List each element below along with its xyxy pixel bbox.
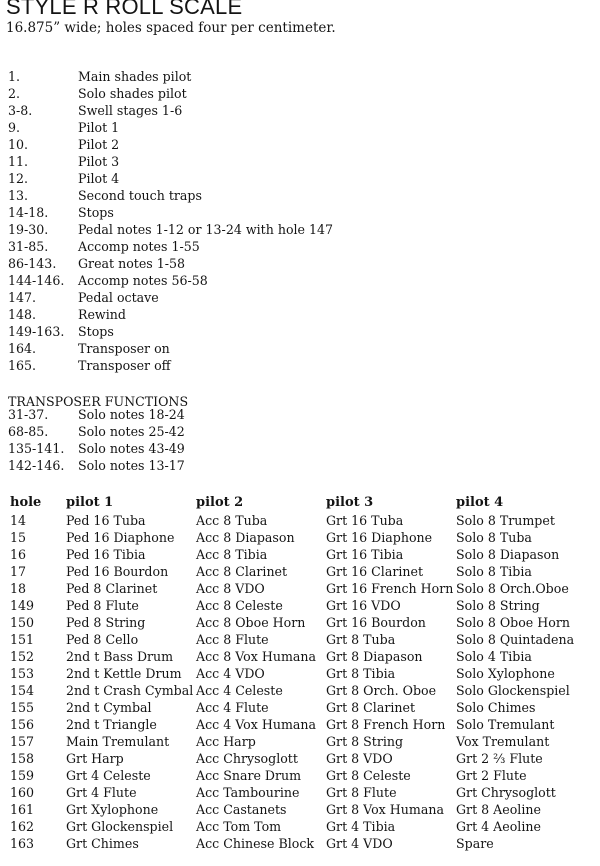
hole-cell: 152 — [10, 649, 35, 664]
stop-cell: Ped 16 Bourdon — [66, 564, 169, 579]
stop-cell: Acc 8 Tibia — [196, 547, 268, 562]
stop-cell: Grt Chrysoglott — [456, 785, 556, 800]
stop-cell: Grt 4 Celeste — [66, 768, 151, 783]
stop-cell: Main Tremulant — [66, 734, 170, 749]
hole-number: 135-141. — [8, 441, 65, 456]
hole-number: 149-163. — [8, 324, 65, 339]
hole-function: Stops — [78, 324, 114, 339]
stop-cell: Solo 8 Diapason — [456, 547, 560, 562]
hole-cell: 16 — [10, 547, 27, 562]
hole-function: Great notes 1-58 — [78, 256, 186, 271]
stop-cell: Acc 4 Vox Humana — [196, 717, 317, 732]
hole-function: Second touch traps — [78, 188, 202, 203]
stop-cell: Acc 4 Celeste — [196, 683, 283, 698]
hole-number: 1. — [8, 69, 21, 84]
stop-cell: Ped 16 Tibia — [66, 547, 146, 562]
stop-cell: Grt Glockenspiel — [66, 819, 174, 834]
stop-cell: 2nd t Kettle Drum — [66, 666, 182, 681]
hole-function: Solo notes 25-42 — [78, 424, 185, 439]
stop-cell: Spare — [456, 836, 494, 851]
hole-function: Pilot 2 — [78, 137, 120, 152]
stop-cell: Ped 16 Diaphone — [66, 530, 175, 545]
hole-function: Swell stages 1-6 — [78, 103, 183, 118]
stop-cell: Acc 8 Vox Humana — [196, 649, 317, 664]
hole-cell: 158 — [10, 751, 35, 766]
stop-cell: Acc 4 VDO — [196, 666, 265, 681]
hole-function: Solo notes 43-49 — [78, 441, 185, 456]
hole-cell: 157 — [10, 734, 35, 749]
hole-function: Main shades pilot — [78, 69, 192, 84]
column-header: pilot 4 — [456, 495, 504, 510]
stop-cell: Grt 16 Tibia — [326, 547, 404, 562]
stop-cell: 2nd t Bass Drum — [66, 649, 174, 664]
hole-number: 12. — [8, 171, 29, 186]
stop-cell: Acc 4 Flute — [196, 700, 269, 715]
stop-cell: Grt 8 String — [326, 734, 404, 749]
hole-number: 148. — [8, 307, 37, 322]
transposer-heading: TRANSPOSER FUNCTIONS — [8, 394, 189, 409]
hole-number: 10. — [8, 137, 29, 152]
hole-cell: 14 — [10, 513, 27, 528]
stop-cell: Grt 8 Vox Humana — [326, 802, 444, 817]
stop-cell: Solo 8 Tuba — [456, 530, 532, 545]
stop-cell: Grt 8 French Horn — [326, 717, 446, 732]
stop-cell: Acc Chinese Block — [196, 836, 315, 851]
stop-cell: Solo 8 Trumpet — [456, 513, 555, 528]
hole-number: 14-18. — [8, 205, 49, 220]
stop-cell: Acc 8 Tuba — [196, 513, 268, 528]
stop-cell: Ped 8 Cello — [66, 632, 139, 647]
stop-cell: Grt Chimes — [66, 836, 139, 851]
hole-cell: 160 — [10, 785, 35, 800]
stop-cell: Ped 16 Tuba — [66, 513, 146, 528]
stop-cell: Acc 8 Clarinet — [196, 564, 288, 579]
hole-cell: 162 — [10, 819, 35, 834]
hole-cell: 156 — [10, 717, 35, 732]
hole-number: 13. — [8, 188, 29, 203]
stop-cell: Solo 8 Orch.Oboe — [456, 581, 569, 596]
hole-function: Transposer off — [78, 358, 171, 373]
stop-cell: Grt 4 Aeoline — [456, 819, 541, 834]
stop-cell: Acc Castanets — [196, 802, 287, 817]
page-title: STYLE R ROLL SCALE — [6, 0, 243, 19]
stop-cell: Grt 8 Diapason — [326, 649, 423, 664]
stop-cell: Acc Chrysoglott — [196, 751, 298, 766]
hole-number: 144-146. — [8, 273, 65, 288]
stop-cell: Grt 16 VDO — [326, 598, 401, 613]
hole-number: 86-143. — [8, 256, 57, 271]
column-header: pilot 2 — [196, 495, 244, 510]
hole-cell: 155 — [10, 700, 35, 715]
hole-cell: 17 — [10, 564, 27, 579]
stop-cell: 2nd t Crash Cymbal — [66, 683, 194, 698]
stop-cell: Grt 8 Clarinet — [326, 700, 416, 715]
stop-cell: Solo Tremulant — [456, 717, 555, 732]
hole-cell: 149 — [10, 598, 35, 613]
stop-cell: Grt 4 VDO — [326, 836, 393, 851]
hole-cell: 153 — [10, 666, 35, 681]
stop-cell: Grt 16 French Horn — [326, 581, 454, 596]
stop-cell: Grt Harp — [66, 751, 124, 766]
hole-function: Pedal notes 1-12 or 13-24 with hole 147 — [78, 222, 334, 237]
hole-cell: 161 — [10, 802, 35, 817]
hole-number: 11. — [8, 154, 29, 169]
stop-cell: Grt 8 Flute — [326, 785, 397, 800]
hole-cell: 154 — [10, 683, 35, 698]
stop-cell: Acc Tambourine — [196, 785, 300, 800]
stop-cell: Grt 16 Tuba — [326, 513, 404, 528]
stop-cell: Solo 8 Oboe Horn — [456, 615, 570, 630]
stop-cell: Acc Snare Drum — [196, 768, 302, 783]
hole-number: 164. — [8, 341, 37, 356]
page-subtitle: 16.875” wide; holes spaced four per centimeter. — [6, 20, 336, 36]
stop-cell: Acc 8 Flute — [196, 632, 269, 647]
stop-cell: Grt 8 Tibia — [326, 666, 396, 681]
stop-cell: Acc 8 VDO — [196, 581, 265, 596]
stop-cell: Grt 16 Bourdon — [326, 615, 426, 630]
stop-cell: Grt 4 Flute — [66, 785, 137, 800]
hole-function: Rewind — [78, 307, 126, 322]
hole-number: 142-146. — [8, 458, 65, 473]
hole-cell: 159 — [10, 768, 35, 783]
hole-number: 3-8. — [8, 103, 33, 118]
stop-cell: 2nd t Triangle — [66, 717, 157, 732]
stop-cell: Grt 8 Aeoline — [456, 802, 541, 817]
hole-number: 147. — [8, 290, 37, 305]
stop-cell: Solo 8 Tibia — [456, 564, 532, 579]
hole-function: Pilot 4 — [78, 171, 120, 186]
stop-cell: Ped 8 Flute — [66, 598, 139, 613]
stop-cell: Grt 2 Flute — [456, 768, 527, 783]
stop-cell: Grt 8 Tuba — [326, 632, 396, 647]
stop-cell: Vox Tremulant — [456, 734, 550, 749]
hole-function: Accomp notes 56-58 — [78, 273, 208, 288]
hole-number: 9. — [8, 120, 21, 135]
stop-cell: Ped 8 String — [66, 615, 146, 630]
hole-function: Pedal octave — [78, 290, 159, 305]
stop-cell: Solo 4 Tibia — [456, 649, 532, 664]
stop-cell: Grt 4 Tibia — [326, 819, 396, 834]
hole-number: 19-30. — [8, 222, 49, 237]
stop-cell: Acc 8 Celeste — [196, 598, 283, 613]
hole-number: 2. — [8, 86, 21, 101]
hole-number: 31-85. — [8, 239, 49, 254]
stop-cell: Solo Glockenspiel — [456, 683, 570, 698]
hole-number: 68-85. — [8, 424, 49, 439]
stop-cell: 2nd t Cymbal — [66, 700, 152, 715]
stop-cell: Grt 8 Celeste — [326, 768, 411, 783]
stop-cell: Solo 8 String — [456, 598, 540, 613]
stop-cell: Ped 8 Clarinet — [66, 581, 158, 596]
stop-cell: Solo Xylophone — [456, 666, 555, 681]
hole-function: Solo shades pilot — [78, 86, 187, 101]
hole-function: Stops — [78, 205, 114, 220]
hole-function: Solo notes 13-17 — [78, 458, 185, 473]
hole-number: 165. — [8, 358, 37, 373]
hole-function: Pilot 3 — [78, 154, 120, 169]
stop-cell: Solo Chimes — [456, 700, 536, 715]
hole-cell: 150 — [10, 615, 35, 630]
stop-cell: Acc Harp — [196, 734, 256, 749]
hole-cell: 151 — [10, 632, 35, 647]
hole-cell: 18 — [10, 581, 27, 596]
hole-number: 31-37. — [8, 407, 49, 422]
hole-cell: 15 — [10, 530, 27, 545]
column-header: pilot 1 — [66, 495, 114, 510]
stop-cell: Grt Xylophone — [66, 802, 159, 817]
stop-cell: Grt 2 ⅔ Flute — [456, 751, 543, 766]
stop-cell: Solo 8 Quintadena — [456, 632, 575, 647]
hole-function: Accomp notes 1-55 — [78, 239, 200, 254]
stop-cell: Grt 16 Diaphone — [326, 530, 433, 545]
column-header: hole — [10, 495, 42, 510]
stop-cell: Grt 8 VDO — [326, 751, 393, 766]
hole-cell: 163 — [10, 836, 35, 851]
hole-function: Transposer on — [78, 341, 170, 356]
stop-cell: Acc Tom Tom — [196, 819, 282, 834]
hole-function: Solo notes 18-24 — [78, 407, 185, 422]
column-header: pilot 3 — [326, 495, 374, 510]
stop-cell: Grt 8 Orch. Oboe — [326, 683, 437, 698]
stop-cell: Acc 8 Diapason — [196, 530, 295, 545]
hole-function: Pilot 1 — [78, 120, 120, 135]
stop-cell: Grt 16 Clarinet — [326, 564, 424, 579]
stop-cell: Acc 8 Oboe Horn — [196, 615, 306, 630]
